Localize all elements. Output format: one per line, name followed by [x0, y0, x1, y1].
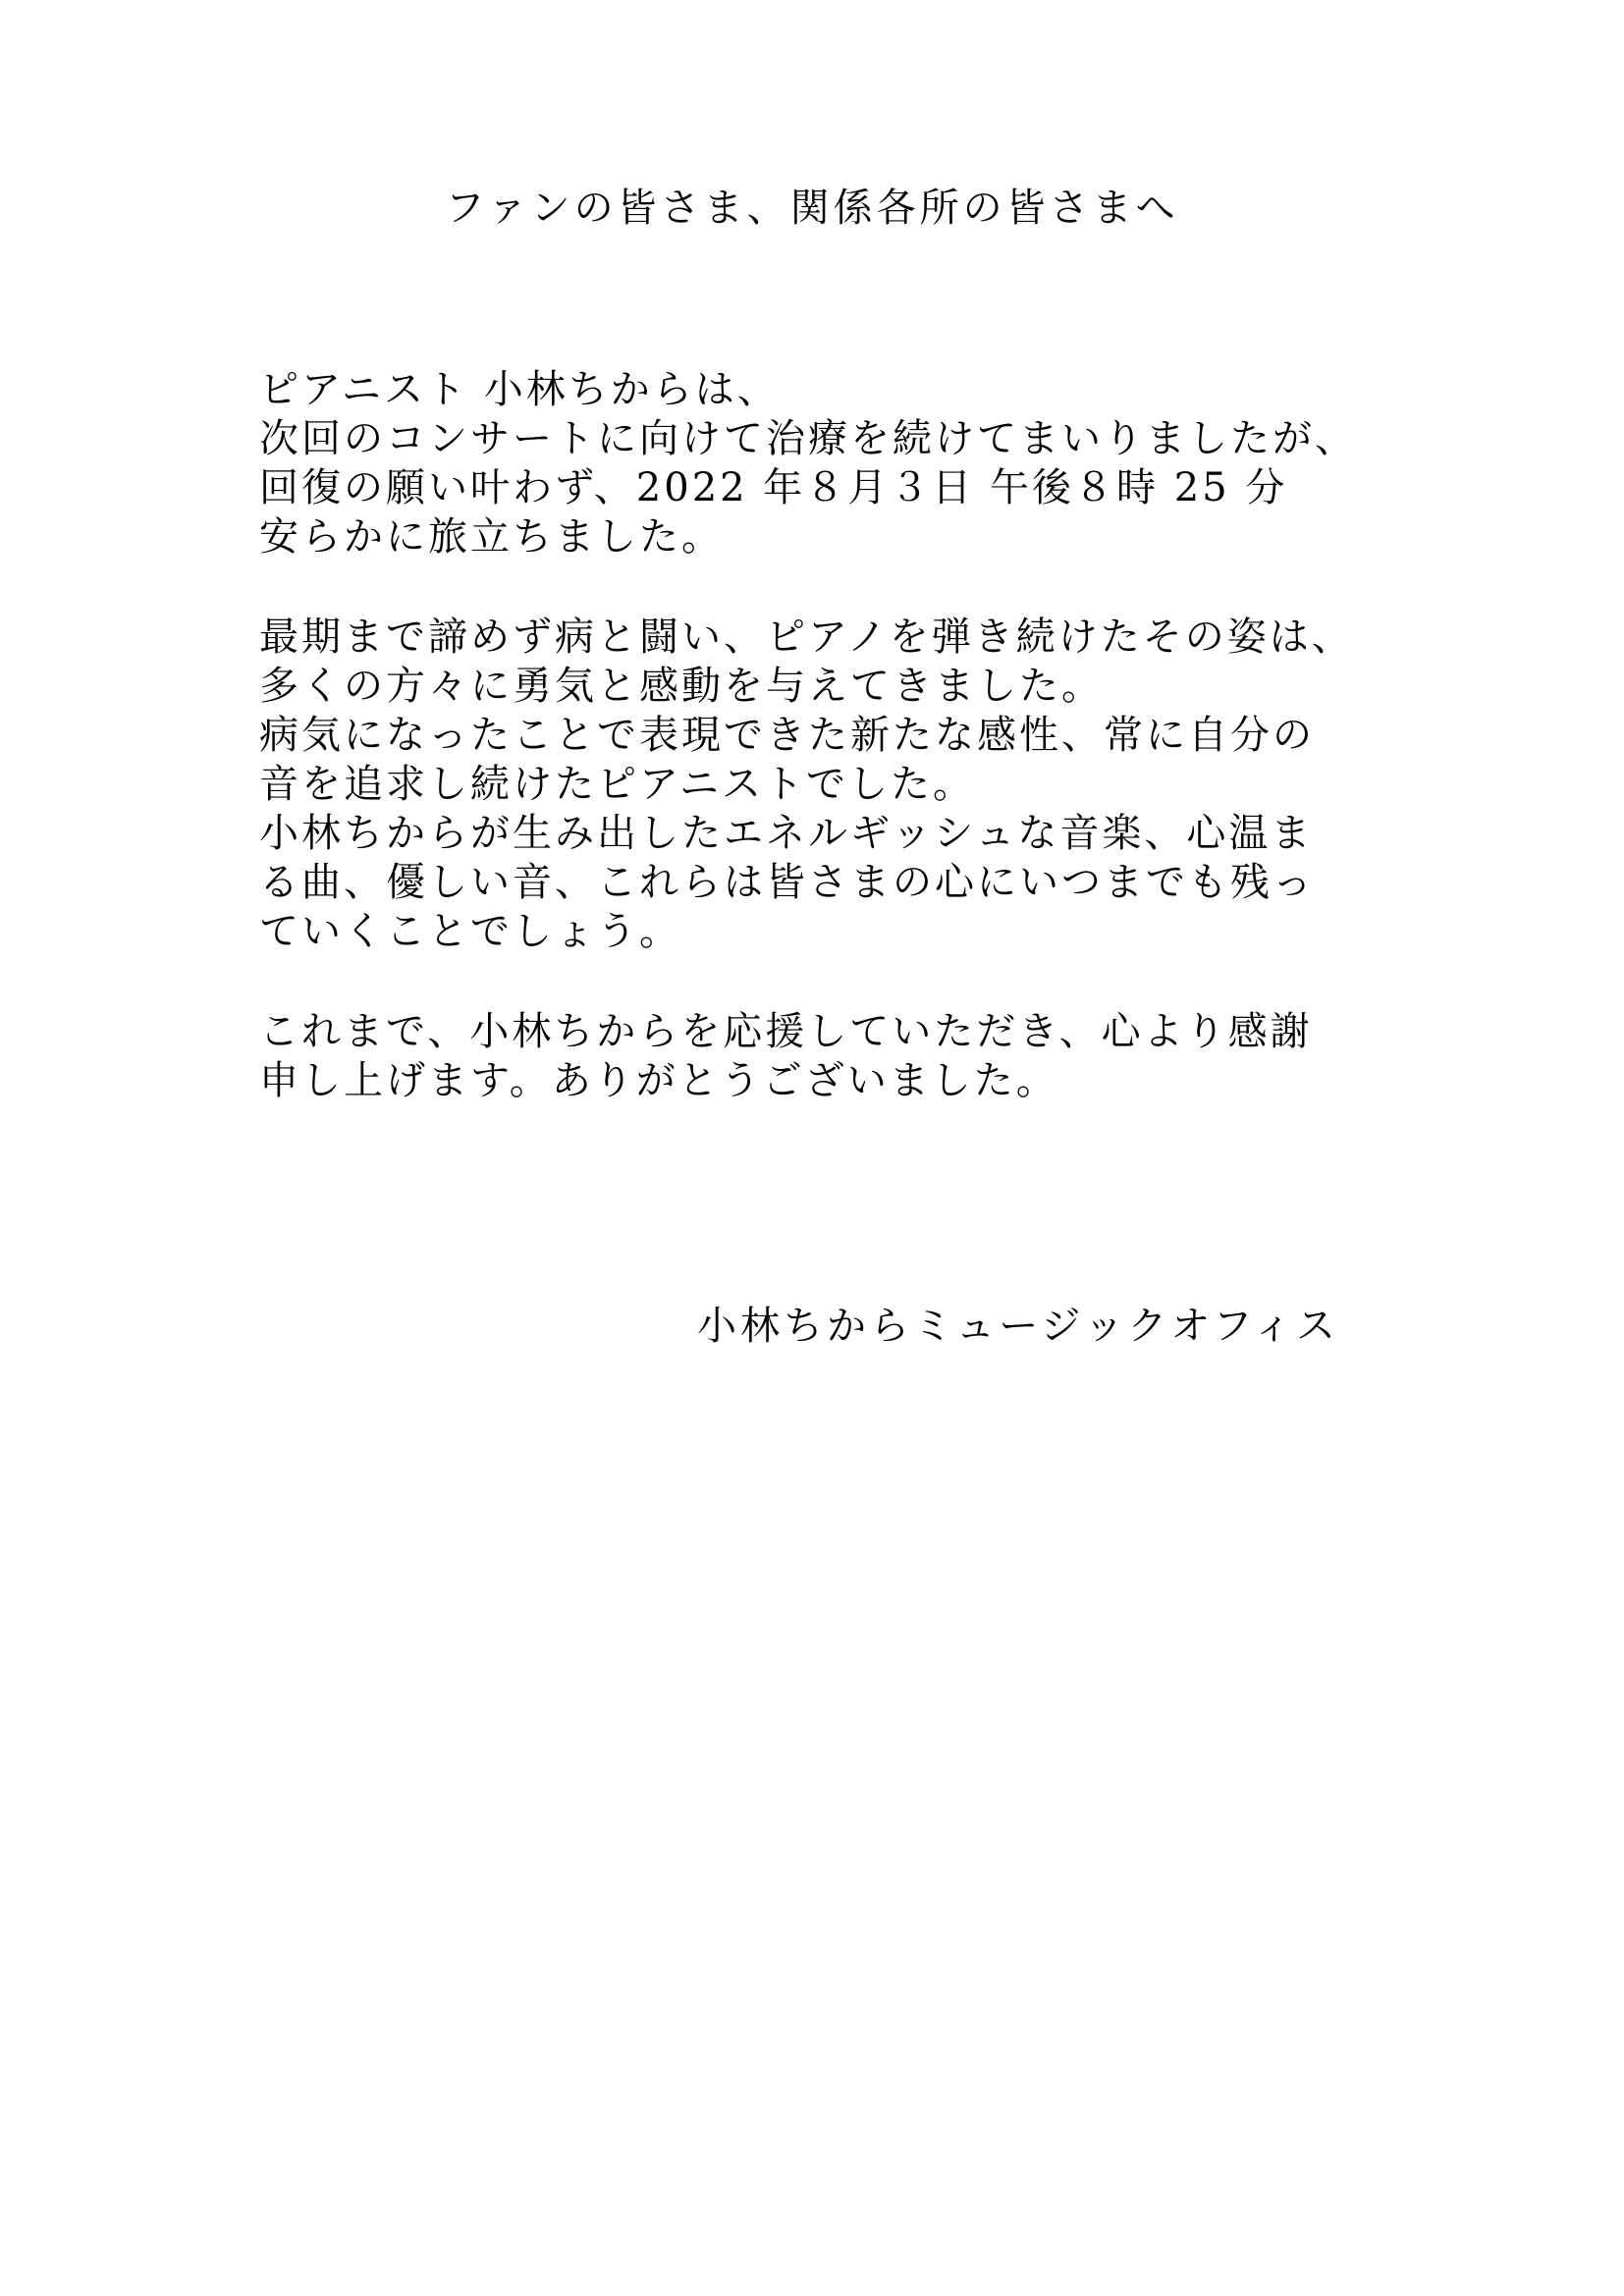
body-line: 最期まで諦めず病と闘い、ピアノを弾き続けたその姿は、	[259, 614, 1354, 660]
body-line: ピアニスト 小林ちからは、	[259, 367, 780, 412]
body-line: これまで、小林ちからを応援していただき、心より感謝	[259, 1009, 1313, 1054]
body-line: ていくことでしょう。	[259, 909, 681, 954]
body-line: 多くの方々に勇気と感動を与えてきました。	[259, 664, 1104, 709]
paragraph-tribute	[259, 613, 1418, 956]
body-line: 申し上げます。ありがとうございました。	[259, 1058, 1058, 1103]
paragraph-announcement	[259, 365, 1418, 561]
document-body	[259, 365, 1418, 1156]
body-line: 病気になったことで表現できた新たな感性、常に自分の	[259, 713, 1315, 758]
body-line: 安らかに旅立ちました。	[259, 514, 724, 560]
body-line: 回復の願い叶わず、2022 年８月３日 午後８時 25 分	[259, 465, 1288, 510]
body-line: 次回のコンサートに向けて治療を続けてまいりましたが、	[259, 416, 1357, 461]
document-title: ファンの皆さま、関係各所の皆さまへ	[445, 186, 1179, 231]
body-line: 音を追求し続けたピアニストでした。	[259, 762, 975, 807]
body-line: 小林ちからが生み出したエネルギッシュな音楽、心温ま	[259, 811, 1314, 856]
body-line: る曲、優しい音、これらは皆さまの心にいつまでも残っ	[259, 860, 1315, 905]
paragraph-thanks	[259, 1007, 1418, 1105]
signature: 小林ちからミュージックオフィス	[697, 1304, 1339, 1349]
